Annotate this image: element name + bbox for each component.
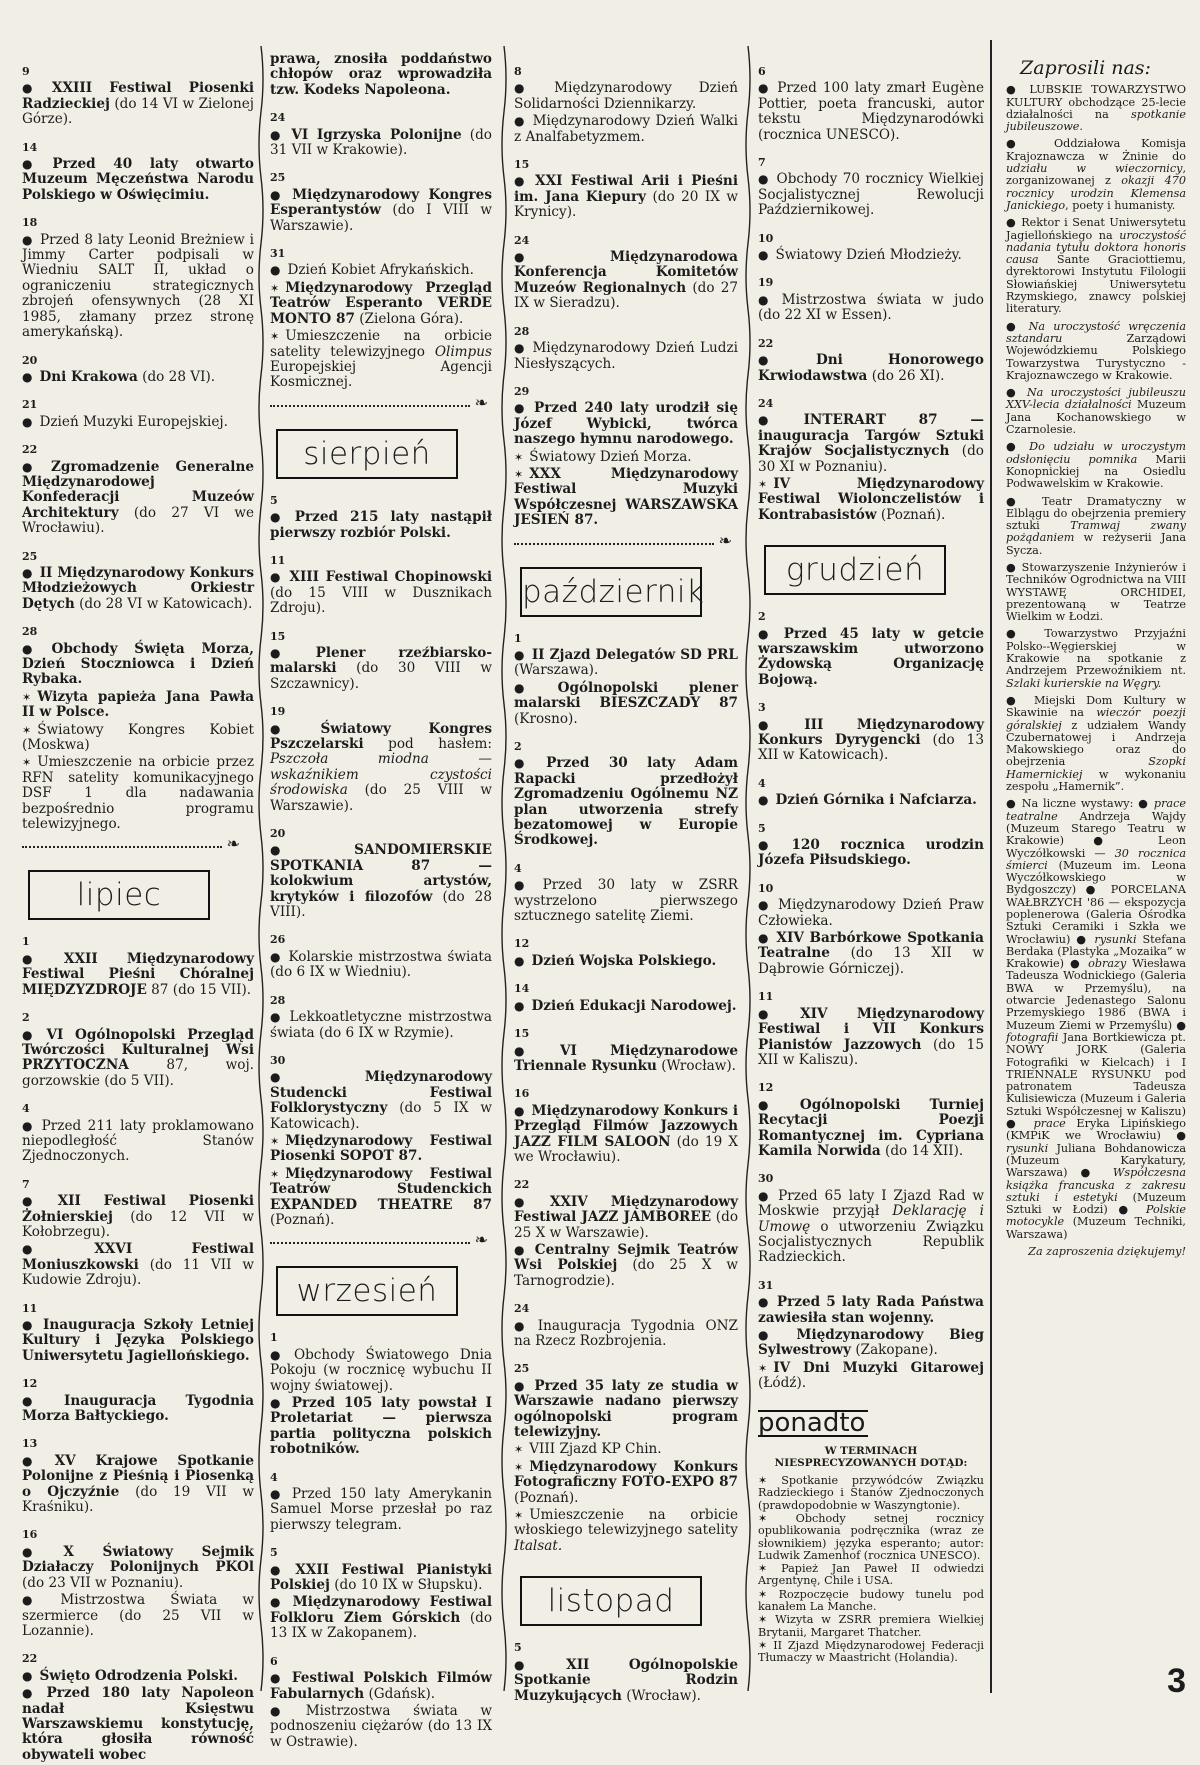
- event-entry: ● Międzynarodowy Konkurs i Przegląd Filmów Jazzowych JAZZ FILM SALOON (do 19 X we Wrocławiu).: [514, 1104, 738, 1166]
- month-heading: sierpień: [276, 429, 458, 479]
- event-entry: ✶ Międzynarodowy Przegląd Teatrów Esperanto VERDE MONTO 87 (Zielona Góra).: [270, 281, 492, 327]
- event-entry: ● Inauguracja Tygodnia Morza Bałtyckiego.: [22, 1394, 254, 1425]
- event-date: 22: [22, 443, 38, 457]
- event-entry: ● Przed 240 laty urodził się Józef Wybicki, twórca naszego hymnu narodowego.: [514, 401, 738, 447]
- event-entry: ● Przed 215 laty nastąpił pierwszy rozbiór Polski.: [270, 510, 492, 541]
- event-entry: ● Międzynarodowy Dzień Praw Człowieka.: [758, 898, 984, 929]
- event-entry: ✶ Umieszczenie na orbicie satelity telewizyjnego Olimpus Europejskiej Agencji Kosmicznej.: [270, 329, 492, 391]
- event-date: 20: [270, 827, 286, 841]
- invited-item: ● Rektor i Senat Uniwersytetu Jagiellońskiego na uroczystość nadania tytułu doktora honoris causa Sante Graciottiemu, dyrektorowi Instytutu Filologii Słowiańskiej Uniwersytetu Rzymskiego, znawcy polskiej literatury.: [1006, 216, 1186, 316]
- month-heading: lipiec: [28, 870, 210, 920]
- event-entry: ● XXIV Międzynarodowy Festiwal JAZZ JAMBOREE (do 25 X w Warszawie).: [514, 1195, 738, 1241]
- ponadto-subtitle: W TERMINACH NIESPRECYZOWANYCH DOTĄD:: [774, 1445, 968, 1470]
- event-entry: ● Światowy Dzień Młodzieży.: [758, 248, 984, 263]
- dotted-divider: [270, 1242, 470, 1244]
- event-date: 1: [22, 935, 30, 949]
- column-3: [514, 52, 738, 1706]
- event-date: 28: [514, 324, 530, 338]
- event-date: 15: [514, 1027, 530, 1041]
- event-entry: ● Międzynarodowy Bieg Sylwestrowy (Zakopane).: [758, 1328, 984, 1359]
- event-entry: ● 120 rocznica urodzin Józefa Piłsudskiego.: [758, 838, 984, 869]
- event-date: 12: [514, 937, 530, 951]
- event-date: 18: [22, 216, 38, 230]
- event-entry: ● Obchody Święta Morza, Dzień Stoczniowca i Dzień Rybaka.: [22, 642, 254, 688]
- event-entry: ● Międzynarodowy Kongres Esperantystów (do I VIII w Warszawie).: [270, 188, 492, 234]
- event-date: 14: [514, 982, 530, 996]
- column-2: [270, 52, 492, 1752]
- event-entry: ✶ Światowy Kongres Kobiet (Moskwa): [22, 723, 254, 754]
- event-entry: ● Dzień Edukacji Narodowej.: [514, 999, 738, 1014]
- event-date: 15: [270, 629, 286, 643]
- event-date: 5: [758, 821, 766, 835]
- ponadto-title: ponadto: [758, 1410, 868, 1437]
- event-entry: ● VI Międzynarodowe Triennale Rysunku (Wrocław).: [514, 1044, 738, 1075]
- event-entry: ● Przed 211 laty proklamowano niepodległość Stanów Zjednoczonych.: [22, 1119, 254, 1165]
- invited-item: ● Na uroczystości jubileuszu XXV-lecia działalności Muzeum Jana Kochanowskiego w Czarnolesie.: [1006, 386, 1186, 437]
- event-entry: ● Ogólnopolski Turniej Recytacji Poezji Romantycznej im. Cypriana Kamila Norwida (do 14 XII).: [758, 1098, 984, 1160]
- event-date: 30: [270, 1053, 286, 1067]
- event-entry: ● VI Igrzyska Polonijne (do 31 VII w Krakowie).: [270, 128, 492, 159]
- event-entry: ✶ Międzynarodowy Konkurs Fotograficzny FOTO-EXPO 87 (Poznań).: [514, 1460, 738, 1506]
- event-entry: ✶ Międzynarodowy Festiwal Teatrów Studenckich EXPANDED THEATRE 87 (Poznań).: [270, 1167, 492, 1229]
- event-entry: prawa, znosiła poddaństwo chłopów oraz wprowadziła tzw. Kodeks Napoleona.: [270, 51, 492, 98]
- event-date: 19: [758, 276, 774, 290]
- invited-list: [1006, 84, 1186, 1241]
- event-date: 1: [514, 631, 522, 645]
- event-entry: ● Dni Honorowego Krwiodawstwa (do 26 XI).: [758, 353, 984, 384]
- event-entry: ● XV Krajowe Spotkanie Polonijne z Pieśnią i Piosenką o Ojczyźnie (do 19 VII w Kraśniku).: [22, 1454, 254, 1516]
- event-entry: ● Przed 40 laty otwarto Muzeum Męczeństwa Narodu Polskiego w Oświęcimiu.: [22, 157, 254, 203]
- month-heading: listopad: [520, 1576, 702, 1626]
- event-date: 4: [22, 1102, 30, 1116]
- event-date: 24: [514, 233, 530, 247]
- invited-item: ● Miejski Dom Kultury w Skawinie na wieczór poezji góralskiej z udziałem Wandy Czubernatowej i Andrzeja Makowskiego oraz do obejrzenia Szopki Hamernickiej w wykonaniu zespołu „Hamernik”.: [1006, 693, 1186, 794]
- event-date: 25: [22, 549, 38, 563]
- event-date: 24: [514, 1302, 530, 1316]
- event-entry: ✶ Międzynarodowy Festiwal Piosenki SOPOT 87.: [270, 1134, 492, 1165]
- event-entry: ● Przed 65 laty I Zjazd Rad w Moskwie przyjął Deklarację i Umowę o utworzeniu Związku Socjalistycznych Republik Radzieckich.: [758, 1189, 984, 1266]
- event-entry: ● XXII Międzynarodowy Festiwal Pieśni Chóralnej MIĘDZYZDROJE 87 (do 15 VII).: [22, 952, 254, 998]
- event-entry: ● Przed 30 laty Adam Rapacki przedłożył Zgromadzeniu Ogólnemu NZ plan utworzenia strefy bezatomowej w Europie Środkowej.: [514, 756, 738, 848]
- event-entry: ● Zgromadzenie Generalne Międzynarodowej Konfederacji Muzeów Architektury (do 27 VI we Wrocławiu).: [22, 460, 254, 537]
- event-entry: ● Festiwal Polskich Filmów Fabularnych (Gdańsk).: [270, 1671, 492, 1702]
- vertical-rule: [990, 40, 992, 1693]
- event-date: 31: [270, 247, 286, 261]
- event-entry: ● Dzień Kobiet Afrykańskich.: [270, 263, 492, 278]
- event-date: 22: [22, 1652, 38, 1666]
- event-date: 31: [758, 1278, 774, 1292]
- ponadto-item: ✶ Rozpoczęcie budowy tunelu pod kanałem La Manche.: [758, 1587, 984, 1613]
- event-date: 4: [514, 861, 522, 875]
- ponadto-section: [758, 1407, 984, 1665]
- month-heading: wrzesień: [276, 1266, 458, 1316]
- event-entry: ● Mistrzostwa świata w podnoszeniu ciężarów (do 13 IX w Ostrawie).: [270, 1704, 492, 1750]
- event-date: 29: [514, 384, 530, 398]
- event-entry: ● Dni Krakowa (do 28 VI).: [22, 370, 254, 385]
- event-date: 5: [514, 1641, 522, 1655]
- event-entry: ● Obchody Światowego Dnia Pokoju (w rocznicę wybuchu II wojny światowej).: [270, 1348, 492, 1394]
- event-date: 2: [514, 740, 522, 753]
- event-entry: ● SANDOMIERSKIE SPOTKANIA 87 — kolokwium artystów, krytyków i filozofów (do 28 VIII).: [270, 843, 492, 920]
- event-entry: ● Przed 100 laty zmarł Eugène Pottier, poeta francuski, autor tekstu Międzynarodówki (rocznica UNESCO).: [758, 81, 984, 143]
- ponadto-item: ✶ Spotkanie przywódców Związku Radzieckiego i Stanów Zjednoczonych (prawdopodobnie w Waszyngtonie).: [758, 1474, 984, 1512]
- event-entry: ● Ogólnopolski plener malarski BIESZCZADY 87 (Krosno).: [514, 681, 738, 727]
- dotted-divider: [22, 846, 222, 848]
- event-date: 11: [22, 1301, 38, 1315]
- event-entry: ● Przed 35 laty ze studia w Warszawie nadano pierwszy ogólnopolski program telewizyjny.: [514, 1379, 738, 1441]
- event-entry: ● Międzynarodowy Studencki Festiwal Folklorystyczny (do 5 IX w Katowicach).: [270, 1070, 492, 1132]
- event-date: 11: [758, 990, 774, 1004]
- event-date: 2: [22, 1011, 30, 1025]
- event-date: 28: [270, 993, 286, 1007]
- event-entry: ● Międzynarodowy Dzień Solidarności Dziennikarzy.: [514, 81, 738, 112]
- event-date: 16: [514, 1087, 530, 1101]
- event-date: 10: [758, 881, 774, 895]
- event-entry: ✶ IV Dni Muzyki Gitarowej (Łódź).: [758, 1361, 984, 1392]
- dotted-divider: [270, 405, 470, 407]
- ponadto-item: ✶ II Zjazd Międzynarodowej Federacji Tłumaczy w Maastricht (Holandia).: [758, 1638, 984, 1665]
- event-date: 14: [22, 140, 38, 154]
- invited-item: ● Oddziałowa Komisja Krajoznawcza w Żninie do udziału w wieczornicy, zorganizowanej z okazji 470 rocznicy urodzin Klemensa Janickiego, poety i humanisty.: [1006, 137, 1186, 212]
- event-entry: ● Centralny Sejmik Teatrów Wsi Polskiej (do 25 X w Tarnogrodzie).: [514, 1243, 738, 1289]
- invited-title: Zaprosili nas:: [1020, 57, 1151, 79]
- event-date: 5: [270, 493, 278, 507]
- event-entry: ● XIV Międzynarodowy Festiwal i VII Konkurs Pianistów Jazzowych (do 15 XII w Kaliszu).: [758, 1007, 984, 1069]
- event-entry: ● II Zjazd Delegatów SD PRL (Warszawa).: [514, 648, 738, 679]
- page-number: 3: [1167, 1662, 1186, 1700]
- month-heading: październik: [520, 567, 702, 617]
- ponadto-item: ✶ Wizyta w ZSRR premiera Wielkiej Brytanii, Margaret Thatcher.: [758, 1613, 984, 1639]
- event-entry: ● XXII Festiwal Pianistyki Polskiej (do 10 IX w Słupsku).: [270, 1563, 492, 1594]
- event-entry: ● II Międzynarodowy Konkurs Młodzieżowych Orkiestr Dętych (do 28 VI w Katowicach).: [22, 566, 254, 612]
- event-date: 19: [270, 705, 286, 719]
- event-date: 24: [270, 111, 286, 125]
- event-date: 3: [758, 701, 766, 715]
- invited-closing: Za zaproszenia dziękujemy!: [1028, 1245, 1186, 1259]
- event-entry: ● XIV Barbórkowe Spotkania Teatralne (do 13 XII w Dąbrowie Górniczej).: [758, 931, 984, 977]
- event-entry: ● VI Ogólnopolski Przegląd Twórczości Kulturalnej Wsi PRZYTOCZNA 87, woj. gorzowskie (do 5 VII).: [22, 1028, 254, 1090]
- month-heading: grudzień: [764, 545, 946, 595]
- event-date: 5: [270, 1546, 278, 1560]
- ponadto-list: [758, 1475, 984, 1664]
- event-entry: ● Przed 5 laty Rada Państwa zawiesiła stan wojenny.: [758, 1295, 984, 1326]
- event-date: 20: [22, 353, 38, 367]
- invited-item: ● Do udziału w uroczystym odsłonięciu pomnika Marii Konopnickiej na Osiedlu Podwawelskim w Krakowie.: [1006, 440, 1186, 491]
- dotted-divider: [514, 543, 714, 545]
- column-separator: [744, 46, 752, 1691]
- event-date: 13: [22, 1437, 38, 1451]
- event-entry: ● INTERART 87 — inauguracja Targów Sztuki Krajów Socjalistycznych (do 30 XI w Poznaniu).: [758, 413, 984, 475]
- event-entry: ✶ Umieszczenie na orbicie przez RFN satelity komunikacyjnego DSF 1 dla nadawania bezpośrednio programu telewizyjnego.: [22, 755, 254, 832]
- column-1: [22, 52, 254, 1765]
- invited-item: ● Stowarzyszenie Inżynierów i Techników Ogrodnictwa na VIII WYSTAWĘ ORCHIDEI, prezentowaną w Teatrze Wielkim w Łodzi.: [1006, 560, 1186, 624]
- invited-item: ● Towarzystwo Przyjaźni Polsko--Węgierskiej w Krakowie na spotkanie z Andrzejem Przewoźnikiem nt. Szlaki kurierskie na Węgry.: [1006, 627, 1186, 690]
- column-4: [758, 52, 984, 1665]
- event-entry: ● Światowy Kongres Pszczelarski pod hasłem: Pszczoła miodna — wskaźnikiem czystości środowiska (do 25 VIII w Warszawie).: [270, 722, 492, 814]
- event-date: 30: [758, 1172, 774, 1186]
- event-date: 21: [22, 398, 38, 412]
- event-date: 24: [758, 396, 774, 410]
- event-entry: ✶ XXX Międzynarodowy Festiwal Muzyki Współczesnej WARSZAWSKA JESIEŃ 87.: [514, 467, 738, 529]
- invited-item: ● Na liczne wystawy: ● prace teatralne Andrzeja Wajdy (Muzeum Starego Teatru w Krakowie) ● Leon Wyczółkowski — 30 rocznica śmierci (Muzeum im. Leona Wyczółkowskiego w Bydgoszczy) ● PORCELANA WAŁBRZYCH '86 — ekspozycja poplenerowa (Galeria Ośrodka Sztuki Ceramiki i Szkła we Wrocławiu) ● rysunki Stefana Berdaka (Plastyka „Mozaika” w Krakowie) ● obrazy Wiesława Tadeusza Wodnickiego (Galeria BWA w Przemyślu), na otwarcie Jedenastego Salonu Przemyskiego 1986 (BWA i Muzeum Ziemi w Przemyślu) ● fotografii Jana Bortkiewicza pt. NOWY JORK (Galeria Fotografiki w Kielcach) i I TRIENNALE RYSUNKU pod patronatem Tadeusza Kulisiewicza (Muzeum i Galeria Sztuki Współczesnej w Kaliszu) ● prace Eryka Lipińskiego (KMPiK we Wrocławiu) ● rysunki Juliana Bohdanowicza (Muzeum Karykatury, Warszawa) ● Współczesna książka francuska z zakresu sztuki i estetyki (Muzeum Sztuki w Łodzi) ● Polskie motocykle (Muzeum Techniki, Warszawa): [1006, 797, 1187, 1241]
- event-date: 6: [758, 65, 766, 78]
- event-entry: ● Święto Odrodzenia Polski.: [22, 1669, 254, 1684]
- invited-item: ● Teatr Dramatyczny w Elblągu do obejrzenia premiery sztuki Tramwaj zwany pożądaniem w reżyserii Jana Sycza.: [1006, 494, 1186, 557]
- event-date: 10: [758, 231, 774, 245]
- event-date: 12: [22, 1377, 38, 1391]
- event-date: 25: [514, 1362, 530, 1376]
- event-entry: ● XXIII Festiwal Piosenki Radzieckiej (do 14 VI w Zielonej Górze).: [22, 81, 254, 127]
- event-entry: ● Inauguracja Szkoły Letniej Kultury i Języka Polskiego Uniwersytetu Jagiellońskiego.: [22, 1318, 254, 1364]
- event-date: 25: [270, 171, 286, 185]
- event-entry: ● Międzynarodowy Dzień Ludzi Niesłyszących.: [514, 341, 738, 372]
- event-entry: ● Mistrzostwa świata w judo (do 22 XI w Essen).: [758, 293, 984, 324]
- invited-item: ● LUBSKIE TOWARZYSTWO KULTURY obchodzące 25-lecie działalności na spotkanie jubileuszowe.: [1006, 83, 1186, 134]
- event-date: 9: [22, 65, 30, 78]
- event-entry: ● Przed 105 laty powstał I Proletariat — pierwsza partia polityczna polskich robotników.: [270, 1396, 492, 1458]
- column-separator: [257, 46, 265, 1691]
- event-entry: ● X Światowy Sejmik Działaczy Polonijnych PKOl (do 23 VII w Poznaniu).: [22, 1545, 254, 1591]
- invited-item: ● Na uroczystość wręczenia sztandaru Zarządowi Wojewódzkiemu Polskiego Towarzystwa Turystyczno - Krajoznawczego w Krakowie.: [1006, 319, 1186, 382]
- event-entry: ● Przed 45 laty w getcie warszawskim utworzono Żydowską Organizację Bojową.: [758, 627, 984, 689]
- event-entry: ✶ Światowy Dzień Morza.: [514, 450, 738, 465]
- event-date: 22: [514, 1178, 530, 1192]
- event-entry: ● Przed 8 laty Leonid Breżniew i Jimmy Carter podpisali w Wiedniu SALT II, układ o ograniczeniu strategicznych zbrojeń ofensywnych (28 XI 1985, złamany przez stronę amerykańską).: [22, 233, 254, 341]
- event-date: 28: [22, 625, 38, 639]
- event-entry: ● Przed 30 laty w ZSRR wystrzelono pierwszego sztucznego satelitę Ziemi.: [514, 878, 738, 924]
- event-date: 8: [514, 65, 522, 78]
- event-date: 16: [22, 1528, 38, 1542]
- column-separator: [500, 46, 508, 1691]
- event-entry: ● Mistrzostwa Świata w szermierce (do 25 VII w Lozannie).: [22, 1593, 254, 1639]
- event-date: 7: [22, 1177, 30, 1191]
- event-entry: ✶ VIII Zjazd KP Chin.: [514, 1442, 738, 1457]
- invited-column: [1006, 57, 1187, 1263]
- event-entry: ● Międzynarodowa Konferencja Komitetów Muzeów Regionalnych (do 27 IX w Sieradzu).: [514, 250, 738, 312]
- event-entry: ● Plener rzeźbiarsko-malarski (do 30 VIII w Szczawnicy).: [270, 646, 492, 692]
- event-entry: ● Przed 180 laty Napoleon nadał Księstwu Warszawskiemu konstytucję, która głosiła równość obywateli wobec: [22, 1686, 254, 1763]
- ponadto-item: ✶ Papież Jan Paweł II odwiedzi Argentynę, Chile i USA.: [758, 1562, 984, 1588]
- event-entry: ● Lekkoatletyczne mistrzostwa świata (do 6 IX w Rzymie).: [270, 1010, 492, 1041]
- event-entry: ● Międzynarodowy Dzień Walki z Analfabetyzmem.: [514, 114, 738, 145]
- event-date: 1: [270, 1331, 278, 1345]
- event-entry: ● Kolarskie mistrzostwa świata (do 6 IX w Wiedniu).: [270, 950, 492, 981]
- event-entry: ● XII Ogólnopolskie Spotkanie Rodzin Muzykujących (Wrocław).: [514, 1658, 738, 1704]
- event-entry: ✶ Wizyta papieża Jana Pawła II w Polsce.: [22, 690, 254, 721]
- event-date: 22: [758, 336, 774, 350]
- column-4-events: [758, 64, 984, 1392]
- event-entry: ● XIII Festiwal Chopinowski (do 15 VIII w Dusznikach Zdroju).: [270, 570, 492, 616]
- event-entry: ● XXI Festiwal Arii i Pieśni im. Jana Kiepury (do 20 IX w Krynicy).: [514, 174, 738, 220]
- event-entry: ● XXVI Festiwal Moniuszkowski (do 11 VII w Kudowie Zdroju).: [22, 1242, 254, 1288]
- event-date: 2: [758, 610, 766, 624]
- event-date: 26: [270, 933, 286, 947]
- event-date: 12: [758, 1081, 774, 1095]
- event-entry: ✶ IV Międzynarodowy Festiwal Wiolonczelistów i Kontrabasistów (Poznań).: [758, 477, 984, 523]
- event-entry: ✶ Umieszczenie na orbicie włoskiego telewizyjnego satelity Italsat.: [514, 1508, 738, 1554]
- event-entry: ● Dzień Muzyki Europejskiej.: [22, 415, 254, 430]
- event-date: 7: [758, 156, 766, 170]
- event-date: 11: [270, 553, 286, 567]
- event-entry: ● Przed 150 laty Amerykanin Samuel Morse przesłał po raz pierwszy telegram.: [270, 1487, 492, 1533]
- event-entry: ● Obchody 70 rocznicy Wielkiej Socjalistycznej Rewolucji Październikowej.: [758, 172, 984, 218]
- event-entry: ● Dzień Wojska Polskiego.: [514, 954, 738, 969]
- ponadto-item: ✶ Obchody setnej rocznicy opublikowania podręcznika (wraz ze słownikiem) języka esperanto; autor: Ludwik Zamenhof (rocznica UNESCO).: [758, 1511, 984, 1562]
- event-entry: ● Dzień Górnika i Nafciarza.: [758, 793, 984, 808]
- event-entry: ● Inauguracja Tygodnia ONZ na Rzecz Rozbrojenia.: [514, 1319, 738, 1350]
- event-entry: ● Międzynarodowy Festiwal Folkloru Ziem Górskich (do 13 IX w Zakopanem).: [270, 1595, 492, 1641]
- event-date: 15: [514, 158, 530, 172]
- event-date: 6: [270, 1654, 278, 1668]
- event-entry: ● III Międzynarodowy Konkurs Dyrygencki (do 13 XII w Katowicach).: [758, 718, 984, 764]
- event-entry: ● XII Festiwal Piosenki Żołnierskiej (do 12 VII w Kołobrzegu).: [22, 1194, 254, 1240]
- event-date: 4: [758, 776, 766, 790]
- event-date: 4: [270, 1470, 278, 1484]
